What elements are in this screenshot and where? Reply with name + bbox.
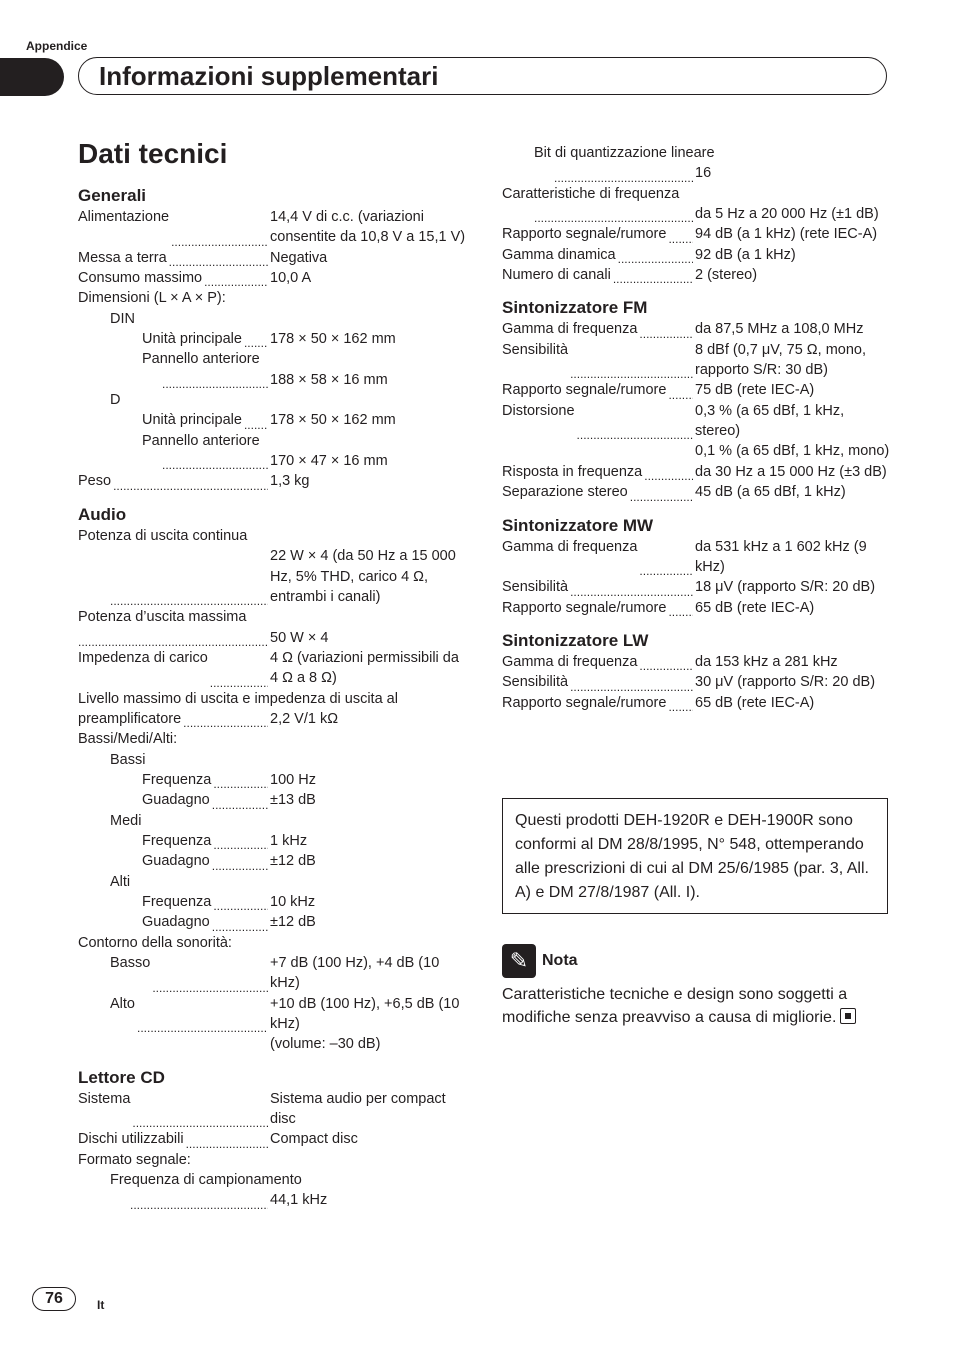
spec-value: 1,3 kg (270, 473, 310, 490)
spec-label-cell (78, 953, 270, 994)
spec-value: 22 W × 4 (da 50 Hz a 15 000 Hz, 5% THD, carico 4 Ω, entrambi i canali) (270, 548, 456, 605)
spec-value: ±13 dB (270, 792, 316, 809)
appendix-label: Appendice (26, 39, 88, 53)
spec-label-cell (78, 471, 270, 491)
spec-label-cell (78, 709, 270, 729)
spec-row (502, 224, 890, 244)
spec-row (78, 349, 468, 369)
spec-label: Messa a terra (78, 249, 167, 266)
spec-label: Basso (110, 955, 151, 972)
spec-label: Peso (78, 473, 112, 490)
spec-row (502, 163, 890, 183)
spec-label: Unità principale (142, 412, 242, 429)
compliance-note: Questi prodotti DEH-1920R e DEH-1900R sono conformi al DM 28/8/1995, N° 548, ottemperando alle prescrizioni di cui al DM 25/6/1985 (par. 3, All. A) e DM 27/8/1987 (All. I). (502, 798, 888, 914)
spec-row (502, 401, 890, 442)
section-header (78, 57, 887, 95)
nota-text-block (502, 983, 890, 1029)
spec-row (78, 390, 468, 410)
spec-label-cell (78, 770, 270, 790)
spec-value: 45 dB (a 65 dBf, 1 kHz) (695, 484, 846, 501)
spec-row (78, 207, 468, 248)
spec-row (78, 892, 468, 912)
spec-row (502, 265, 890, 285)
spec-row (502, 462, 890, 482)
dot-leader (554, 168, 693, 184)
spec-row (78, 1089, 468, 1130)
spec-value: Sistema audio per compact disc (270, 1090, 446, 1128)
section-heading-sintonizzatore-lw: Sintonizzatore LW (502, 630, 649, 650)
spec-row (502, 380, 890, 400)
dot-leader (577, 425, 693, 441)
spec-label: Risposta in frequenza (502, 463, 643, 480)
spec-label-cell (78, 451, 270, 471)
spec-value: 8 dBf (0,7 μV, 75 Ω, mono, rapporto S/R: 30 dB) (695, 341, 867, 379)
spec-label-cell (78, 831, 270, 851)
spec-row (78, 729, 468, 749)
spec-label: Consumo massimo (78, 270, 203, 287)
section-heading-sintonizzatore-fm: Sintonizzatore FM (502, 298, 648, 318)
spec-row (78, 546, 468, 607)
dot-leader (570, 677, 693, 693)
spec-row (78, 431, 468, 451)
end-mark-icon (840, 1008, 856, 1024)
dot-leader (639, 656, 693, 672)
dot-leader (644, 466, 693, 482)
dot-leader (210, 673, 268, 689)
dot-leader (668, 385, 693, 401)
spec-row (78, 1129, 468, 1149)
spec-value: (volume: –30 dB) (270, 1036, 381, 1053)
spec-label-cell (502, 672, 695, 692)
dot-leader (152, 978, 268, 994)
spec-row (502, 245, 890, 265)
spec-label-cell (502, 340, 695, 381)
dot-leader (132, 1113, 268, 1129)
spec-label: Separazione stereo (502, 484, 628, 501)
spec-value: 10 kHz (270, 894, 316, 910)
spec-row (502, 537, 890, 578)
spec-row (78, 709, 468, 729)
spec-label-cell (78, 790, 270, 810)
dot-leader (213, 774, 268, 790)
dot-leader (630, 487, 693, 503)
dot-leader (113, 476, 268, 492)
dot-leader (183, 713, 268, 729)
dot-leader (162, 455, 268, 471)
spec-label-cell (78, 851, 270, 871)
spec-label: Gamma di frequenza (502, 321, 638, 338)
spec-value: +10 dB (100 Hz), +6,5 dB (10 kHz) (270, 995, 460, 1033)
dot-leader (570, 582, 693, 598)
spec-label: Sensibilità (502, 341, 569, 358)
dot-leader (204, 272, 268, 288)
spec-label: Potenza d’uscita massima (78, 609, 247, 626)
spec-row (78, 329, 468, 349)
spec-label-cell (502, 380, 695, 400)
section-spacer (502, 618, 890, 630)
spec-label-cell (502, 265, 695, 285)
dot-leader (534, 208, 693, 224)
spec-row (502, 340, 890, 381)
spec-label-cell (78, 994, 270, 1035)
spec-row (78, 451, 468, 471)
page-title: Dati tecnici (78, 138, 228, 169)
spec-label: Unità principale (142, 331, 242, 348)
spec-row (78, 831, 468, 851)
spec-value: da 153 kHz a 281 kHz (695, 653, 838, 670)
spec-label-cell (78, 546, 270, 607)
spec-label: Livello massimo di uscita e impedenza di uscita al (78, 690, 398, 707)
spec-row (502, 143, 890, 163)
spec-value: 178 × 50 × 162 mm (270, 412, 396, 429)
dot-leader (570, 364, 693, 380)
dot-leader (668, 602, 693, 618)
spec-label: Alto (110, 995, 135, 1012)
spec-label: DIN (110, 310, 135, 327)
spec-row (502, 441, 890, 461)
spec-label-cell (502, 598, 695, 618)
spec-row (502, 693, 890, 713)
language-code: It (97, 1298, 105, 1312)
spec-value: da 531 kHz a 1 602 kHz (9 kHz) (695, 538, 867, 575)
spec-value: 2 (stereo) (695, 267, 758, 284)
dot-leader (137, 1018, 268, 1034)
spec-label: D (110, 392, 121, 409)
spec-row (78, 1150, 468, 1170)
spec-row (78, 410, 468, 430)
spec-value: da 87,5 MHz a 108,0 MHz (695, 321, 864, 338)
spec-value: 100 Hz (270, 771, 316, 788)
spec-row (78, 370, 468, 390)
spec-value: 44,1 kHz (270, 1192, 328, 1209)
spec-label: Distorsione (502, 402, 575, 419)
section-spacer (502, 285, 890, 297)
page-number: 76 (32, 1287, 76, 1311)
spec-label-cell (502, 401, 695, 442)
spec-label: Frequenza (142, 832, 212, 849)
spec-row (78, 994, 468, 1035)
dot-leader (186, 1134, 268, 1150)
dot-leader (212, 856, 268, 872)
spec-label: Gamma dinamica (502, 246, 616, 263)
dot-leader (213, 896, 268, 912)
spec-row (502, 319, 890, 339)
spec-value: 10,0 A (270, 270, 312, 287)
spec-row (78, 953, 468, 994)
spec-label: Alimentazione (78, 209, 170, 225)
dot-leader (613, 269, 693, 285)
spec-value: da 5 Hz a 20 000 Hz (±1 dB) (695, 206, 879, 223)
spec-label: Frequenza (142, 771, 212, 788)
spec-label-cell (502, 652, 695, 672)
spec-row (78, 790, 468, 810)
section-heading-sintonizzatore-mw: Sintonizzatore MW (502, 515, 654, 535)
spec-value: 1 kHz (270, 832, 308, 849)
spec-label: Rapporto segnale/rumore (502, 382, 667, 399)
spec-value: 2,2 V/1 kΩ (270, 710, 339, 727)
spec-label: Bit di quantizzazione lineare (534, 145, 715, 161)
spec-label: Frequenza di campionamento (110, 1172, 302, 1189)
spec-row (502, 184, 890, 204)
spec-value: 94 dB (a 1 kHz) (rete IEC-A) (695, 226, 878, 243)
spec-label-cell (78, 268, 270, 288)
spec-value: 92 dB (a 1 kHz) (695, 246, 796, 263)
spec-row (78, 248, 468, 268)
spec-label-cell (78, 628, 270, 648)
spec-label-cell (502, 693, 695, 713)
section-title: Informazioni supplementari (99, 61, 439, 91)
spec-row (78, 689, 468, 709)
spec-row (78, 872, 468, 892)
spec-label: Alti (110, 873, 131, 890)
spec-label: Sensibilità (502, 674, 569, 691)
spec-value: 16 (695, 165, 712, 182)
spec-value: Compact disc (270, 1131, 358, 1148)
specs-right-column (502, 143, 890, 713)
spec-label: Guadagno (142, 914, 210, 931)
spec-value: 30 μV (rapporto S/R: 20 dB) (695, 674, 876, 691)
spec-value: 0,1 % (a 65 dBf, 1 kHz, mono) (695, 443, 890, 460)
spec-row (78, 648, 468, 689)
spec-label-cell (78, 1129, 270, 1149)
spec-label-cell (502, 245, 695, 265)
spec-row (78, 770, 468, 790)
spec-value: 170 × 47 × 16 mm (270, 453, 388, 470)
spec-value: 4 Ω (variazioni permissibili da 4 Ω a 8 Ω) (270, 649, 459, 687)
dot-leader (212, 795, 268, 811)
dot-leader (212, 917, 268, 933)
spec-label: Sensibilità (502, 579, 569, 596)
spec-label-cell (502, 462, 695, 482)
spec-value: 178 × 50 × 162 mm (270, 331, 396, 348)
spec-row (502, 204, 890, 224)
spec-label: Dischi utilizzabili (78, 1131, 184, 1148)
spec-label: Gamma di frequenza (502, 653, 638, 670)
spec-value: 0,3 % (a 65 dBf, 1 kHz, stereo) (695, 402, 845, 440)
specs-left-column (78, 185, 468, 1211)
spec-row (78, 288, 468, 308)
spec-row (78, 628, 468, 648)
spec-label: Caratteristiche di frequenza (502, 185, 680, 202)
spec-row (502, 598, 890, 618)
spec-row (78, 811, 468, 831)
spec-value: 188 × 58 × 16 mm (270, 371, 388, 388)
dot-leader (169, 252, 268, 268)
spec-label: Rapporto segnale/rumore (502, 694, 667, 711)
spec-label: Medi (110, 812, 142, 829)
dot-leader (162, 374, 268, 390)
spec-value: ±12 dB (270, 853, 316, 870)
spec-label: Impedenza di carico (78, 649, 208, 666)
spec-label-cell (502, 224, 695, 244)
spec-row (78, 933, 468, 953)
spec-row (78, 912, 468, 932)
spec-label: Contorno della sonorità: (78, 934, 232, 951)
section-spacer (78, 1055, 468, 1067)
spec-label-cell (502, 482, 695, 502)
spec-value: da 30 Hz a 15 000 Hz (±3 dB) (695, 463, 887, 480)
spec-label-cell (502, 577, 695, 597)
spec-label: Potenza di uscita continua (78, 527, 248, 544)
spec-row (78, 851, 468, 871)
dot-leader (244, 333, 268, 349)
spec-label-cell (502, 204, 695, 224)
section-heading-generali: Generali (78, 186, 147, 205)
spec-label: Rapporto segnale/rumore (502, 226, 667, 243)
spec-row (78, 526, 468, 546)
spec-label-cell (78, 1089, 270, 1130)
spec-label: Rapporto segnale/rumore (502, 599, 667, 616)
dot-leader (244, 415, 268, 431)
spec-label-cell (78, 410, 270, 430)
spec-label-cell (502, 537, 695, 578)
section-tab-marker (0, 58, 64, 96)
spec-label-cell (78, 248, 270, 268)
dot-leader (639, 324, 693, 340)
section-spacer (78, 492, 468, 504)
spec-label-cell (78, 207, 270, 248)
section-heading-lettore-cd: Lettore CD (78, 1067, 165, 1087)
spec-label: Formato segnale: (78, 1151, 191, 1168)
note-pencil-icon: ✎ (502, 944, 536, 978)
spec-row (502, 652, 890, 672)
section-heading-audio: Audio (78, 504, 127, 524)
spec-label-cell (78, 648, 270, 689)
spec-value: 75 dB (rete IEC-A) (695, 382, 815, 399)
nota-heading (502, 944, 578, 978)
nota-text: Caratteristiche tecniche e design sono soggetti a modifiche senza preavviso a causa di migliorie. (502, 986, 848, 1026)
nota-label: Nota (542, 952, 578, 969)
dot-leader (213, 835, 268, 851)
spec-row (78, 309, 468, 329)
spec-label: Pannello anteriore (142, 351, 260, 368)
spec-row (78, 1034, 468, 1054)
dot-leader (639, 561, 693, 577)
spec-label: preamplificatore (78, 710, 182, 727)
spec-row (78, 607, 468, 627)
spec-label: Gamma di frequenza (502, 538, 638, 555)
spec-label: Dimensioni (L × A × P): (78, 290, 226, 307)
spec-label-cell (78, 1190, 270, 1210)
spec-label-cell (78, 370, 270, 390)
spec-value: ±12 dB (270, 914, 316, 931)
spec-value: 18 μV (rapporto S/R: 20 dB) (695, 579, 876, 596)
spec-label: Guadagno (142, 853, 210, 870)
spec-label: Sistema (78, 1090, 131, 1107)
spec-row (502, 482, 890, 502)
spec-value: 50 W × 4 (270, 629, 329, 646)
spec-row (502, 672, 890, 692)
spec-row (78, 750, 468, 770)
section-spacer (502, 503, 890, 515)
spec-value: 14,4 V di c.c. (variazioni consentite da 10,8 V a 15,1 V) (270, 209, 466, 246)
spec-row (502, 577, 890, 597)
spec-label-empty (502, 441, 695, 461)
spec-row (78, 471, 468, 491)
spec-label-cell (78, 892, 270, 912)
spec-value: 65 dB (rete IEC-A) (695, 694, 815, 711)
spec-label-cell (502, 319, 695, 339)
dot-leader (110, 591, 268, 607)
spec-label: Pannello anteriore (142, 432, 260, 449)
spec-value: 65 dB (rete IEC-A) (695, 599, 815, 616)
dot-leader (618, 249, 693, 265)
spec-label-cell (502, 163, 695, 183)
dot-leader (78, 632, 268, 648)
spec-label: Frequenza (142, 894, 212, 910)
spec-row (78, 268, 468, 288)
dot-leader (668, 229, 693, 245)
spec-value: Negativa (270, 249, 328, 266)
spec-label: Guadagno (142, 792, 210, 809)
dot-leader (171, 232, 268, 248)
spec-label: Bassi/Medi/Alti: (78, 731, 178, 748)
spec-value: +7 dB (100 Hz), +4 dB (10 kHz) (270, 955, 440, 992)
spec-label-empty (78, 1034, 270, 1054)
spec-label: Bassi (110, 751, 146, 768)
spec-label: Numero di canali (502, 267, 611, 284)
spec-label-cell (78, 912, 270, 932)
spec-label-cell (78, 329, 270, 349)
dot-leader (130, 1195, 268, 1211)
dot-leader (668, 697, 693, 713)
spec-row (78, 1190, 468, 1210)
spec-row (78, 1170, 468, 1190)
